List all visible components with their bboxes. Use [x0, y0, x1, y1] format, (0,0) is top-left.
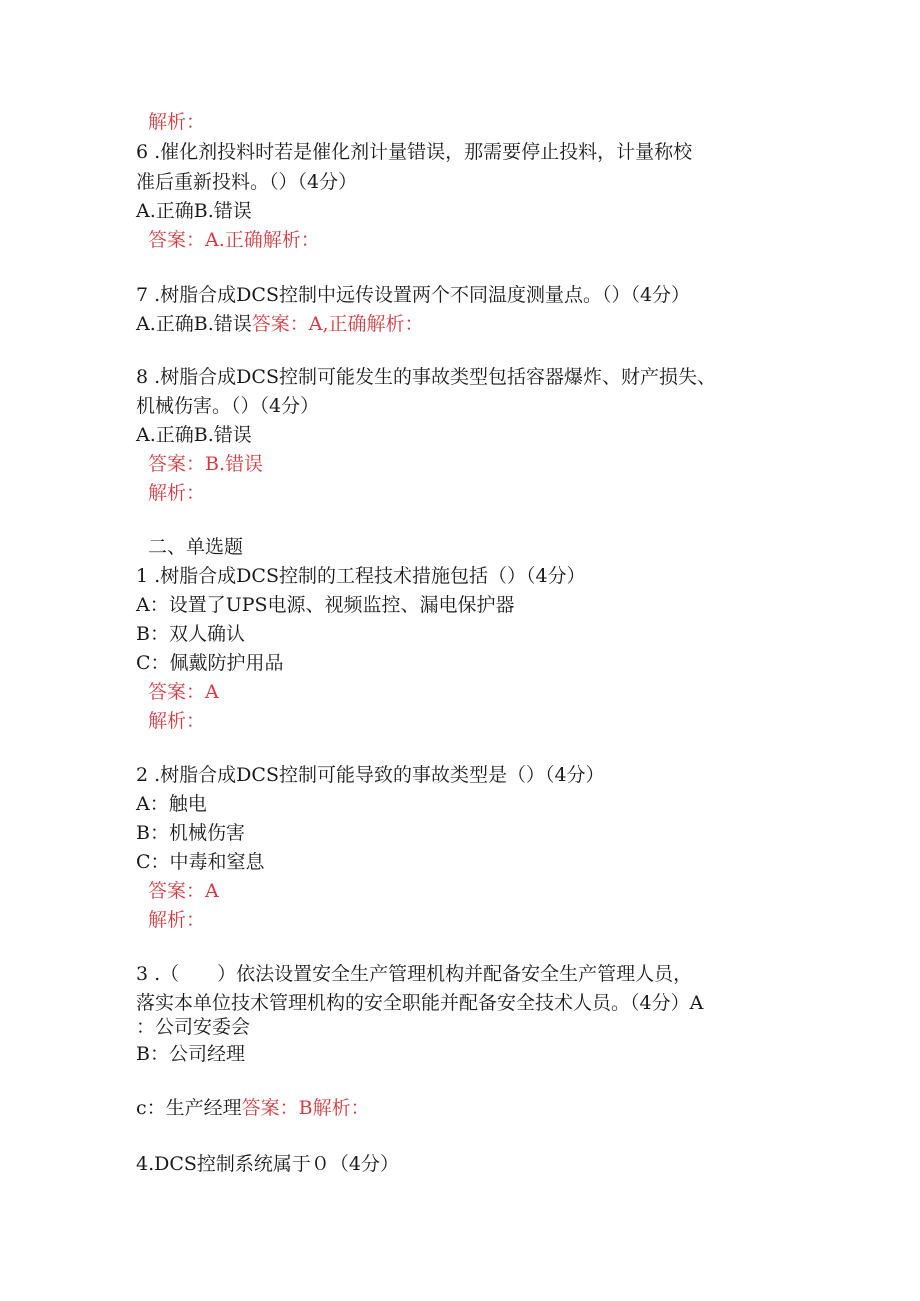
q6-answer-analysis: 答案：A.正确解析： [148, 229, 320, 251]
q8-options: A.正确B.错误 [136, 424, 252, 446]
s3-stem-line2: 落实本单位技术管理机构的安全职能并配备安全技术人员。（4分）A [136, 992, 704, 1014]
q6-options: A.正确B.错误 [136, 200, 252, 222]
s4-stem: 4.DCS控制系统属于０（4分） [136, 1153, 400, 1175]
q7-options-answer [136, 312, 424, 336]
s1-option-c: C：佩戴防护用品 [136, 652, 284, 674]
s3-stem-line3: ：公司安委会 [136, 1016, 251, 1038]
q8-answer: 答案：B.错误 [148, 453, 264, 475]
s2-option-b: B：机械伤害 [136, 822, 245, 844]
s1-option-a: A：设置了UPS电源、视频监控、漏电保护器 [136, 594, 515, 616]
s3-option-c-answer [136, 1096, 370, 1120]
s1-option-b: B：双人确认 [136, 623, 245, 645]
s3-stem-line1: 3 .（ ）依法设置安全生产管理机构并配备安全生产管理人员， [136, 963, 693, 985]
q6-stem-line1: 6 .催化剂投料时若是催化剂计量错误，那需要停止投料，计量称校 [136, 141, 693, 163]
q8-analysis: 解析： [148, 482, 206, 504]
q8-stem-line2: 机械伤害。（）（4分） [136, 395, 320, 417]
s1-answer: 答案：A [148, 681, 219, 703]
section-title-single-choice: 二、单选题 [148, 536, 244, 558]
q7-stem: 7 .树脂合成DCS控制中远传设置两个不同温度测量点。（）（4分） [136, 284, 691, 306]
s2-option-c: C：中毒和窒息 [136, 851, 265, 873]
q7-options: A.正确B.错误 [136, 313, 252, 335]
q5-analysis: 解析： [148, 111, 206, 133]
s2-analysis: 解析： [148, 909, 206, 931]
q8-stem-line1: 8 .树脂合成DCS控制可能发生的事故类型包括容器爆炸、财产损失、 [136, 366, 716, 388]
s3-option-b: B：公司经理 [136, 1043, 245, 1065]
s2-answer: 答案：A [148, 880, 219, 902]
s3-option-c: c：生产经理 [136, 1097, 242, 1119]
q6-stem-line2: 准后重新投料。（）（4分） [136, 171, 358, 193]
s1-stem: 1 .树脂合成DCS控制的工程技术措施包括（）（4分） [136, 565, 586, 587]
s2-option-a: A：触电 [136, 793, 207, 815]
s2-stem: 2 .树脂合成DCS控制可能导致的事故类型是（）（4分） [136, 764, 605, 786]
s1-analysis: 解析： [148, 710, 206, 732]
q7-answer-analysis: 答案：A,正确解析： [251, 313, 424, 335]
s3-answer-analysis: 答案：B解析： [241, 1097, 370, 1119]
